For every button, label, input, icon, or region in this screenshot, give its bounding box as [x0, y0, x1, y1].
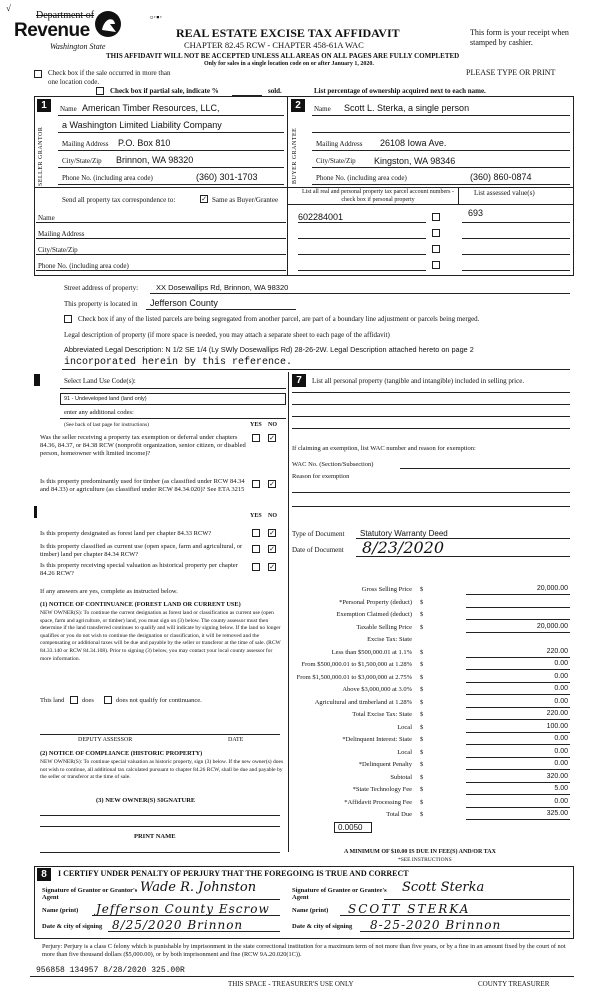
grantee-print-name: SCOTT STERKA: [348, 902, 471, 916]
land-use-code: 91 - Undeveloped land (land only): [64, 396, 147, 402]
grantee-signature: Scott Sterka: [402, 880, 485, 895]
section7-title: List all personal property (tangible and intangible) included in selling price.: [312, 377, 525, 385]
same-as-buyer-checkbox[interactable]: ✓: [201, 195, 207, 203]
q4-no-checkbox[interactable]: ✓: [269, 545, 275, 553]
tax-row-label: *Delinquent Penalty: [358, 761, 412, 768]
does-checkbox[interactable]: [70, 696, 78, 704]
grantor-sig-label: Signature of Grantor or Grantor's Agent: [42, 887, 138, 901]
doc-type: Statutory Warranty Deed: [360, 529, 448, 538]
tax-row-value: 0.00: [554, 660, 568, 667]
tax-row-label: Local: [397, 748, 412, 756]
reason-label: Reason for exemption: [292, 473, 350, 480]
print-note: PLEASE TYPE OR PRINT: [466, 68, 556, 77]
treasurer-space-label: THIS SPACE - TREASURER'S USE ONLY: [228, 980, 354, 988]
middle-divider: [288, 372, 289, 852]
grantee-date-line: [360, 931, 570, 932]
grantee-name-label: Name (print): [292, 907, 329, 914]
corr-phone-label: Phone No. (including area code): [38, 262, 129, 270]
tax-row-value: 0.00: [554, 697, 568, 705]
grantor-sig-line: [130, 899, 280, 900]
buyer-phone-line: [312, 184, 570, 185]
assessed-line-4: [462, 270, 570, 271]
buyer-phone: (360) 860-0874: [470, 172, 532, 182]
seller-city: Brinnon, WA 98320: [116, 155, 194, 165]
street-line: [150, 293, 570, 294]
tax-row-value: 0.00: [554, 672, 568, 680]
does-not-checkbox[interactable]: [104, 696, 112, 704]
seller-section-number: 1: [37, 99, 51, 112]
exemption-question: Was the seller receiving a property tax exemption or deferral under chapters 84.36, 84.37, or 84.38 RCW (nonprofit organization, senior citizen, or disabled person, homeowner with limited income)?: [40, 434, 246, 457]
tax-row-line: [466, 607, 570, 608]
tax-row-label: Agricultural and timberland at 1.28%: [314, 698, 412, 706]
sold-label: sold.: [268, 87, 282, 95]
legal-description-2: incorporated herein by this reference.: [64, 357, 293, 368]
tax-row-label: Gross Selling Price: [361, 586, 412, 593]
section8-number: 8: [37, 868, 51, 881]
forest-marker: [34, 506, 37, 518]
state-label: Washington State: [50, 42, 106, 51]
doc-date-line: [356, 556, 570, 557]
tax-row-label: *State Technology Fee: [352, 786, 412, 793]
tax-row-line: [466, 769, 570, 770]
q1-yes-checkbox[interactable]: [252, 434, 260, 442]
tax-row-value: 0.00: [554, 685, 568, 692]
assessed-value-1: 693: [468, 208, 484, 218]
tax-row-value: 0.00: [554, 797, 568, 805]
county-treasurer-label: COUNTY TREASURER: [478, 980, 550, 988]
additional-codes-label: enter any additional codes:: [64, 409, 134, 416]
seller-name: American Timber Resources, LLC,: [82, 103, 220, 113]
segregated-label: Check box if any of the listed parcels are being segregated from another parcel, are part of a boundary line adjustment or parcels being merged.: [78, 315, 480, 323]
parties-divider: [287, 96, 288, 276]
print-name-line-1: [40, 852, 280, 853]
grantor-name-label: Name (print): [42, 907, 79, 914]
street-label: Street address of property:: [64, 284, 139, 292]
wac-label: WAC No. (Section/Subsection): [292, 461, 374, 468]
buyer-mail-line: [312, 150, 570, 151]
corr-name-label: Name: [38, 214, 55, 222]
new-owner-sig-line-1: [40, 815, 280, 816]
does-not-label: does not qualify for continuance.: [116, 697, 202, 704]
buyer-city-line: [312, 167, 570, 168]
deputy-line: [40, 734, 280, 735]
treasurer-stamp: 956858 134957 8/28/2020 325.00R: [36, 966, 185, 975]
tax-row-value: 0.00: [554, 735, 568, 742]
corr-mail-label: Mailing Address: [38, 230, 85, 238]
tax-row-currency: $: [420, 686, 424, 693]
seller-city-label: City/State/Zip: [62, 157, 102, 165]
q4-yes-checkbox[interactable]: [252, 545, 260, 553]
s7-line-3: [292, 416, 570, 417]
grantor-date-label: Date & city of signing: [42, 923, 103, 930]
tax-row-label: From $1,500,000.01 to $3,000,000 at 2.75%: [296, 673, 412, 681]
grantor-name-line: [92, 915, 280, 916]
tax-row-currency: $: [420, 723, 424, 731]
grantee-sig-line: [384, 899, 570, 900]
logo-word: Revenue: [14, 20, 90, 41]
dept-line: Department of: [36, 10, 95, 21]
personal-property-checkbox-3[interactable]: [432, 245, 440, 253]
tax-row-label: Above $3,000,000 at 3.0%: [342, 686, 412, 693]
tax-row-line: [466, 807, 570, 808]
tax-row-currency: $: [420, 673, 424, 681]
forest-question: Is this property designated as forest land per chapter 84.33 RCW?: [40, 530, 212, 537]
seller-phone-label: Phone No. (including area code): [62, 174, 153, 182]
partial-sale-label: Check box if partial sale, indicate %: [110, 87, 219, 95]
seller-side-label: SELLER GRANTOR: [38, 126, 44, 186]
q2-yes-checkbox[interactable]: [252, 480, 260, 488]
seller-mail-label: Mailing Address: [62, 140, 109, 148]
local-rate: 0.0050: [338, 823, 363, 832]
form-subwarning: Only for sales in a single location code on or after January 1, 2020.: [204, 61, 374, 67]
located-line: [146, 309, 296, 310]
tax-row-currency: $: [420, 661, 424, 668]
tax-row-line: [466, 757, 570, 758]
tax-row-currency: $: [420, 798, 424, 806]
seller-mail-line: [58, 150, 284, 151]
corr-label: Send all property tax correspondence to:: [62, 196, 176, 204]
doc-date: 8/23/2020: [362, 538, 445, 557]
grantor-signature: Wade R. Johnston: [140, 880, 257, 895]
yes-header: YES: [250, 422, 262, 428]
assessed-line-2: [462, 238, 570, 239]
grantor-print-name: Jefferson County Escrow: [96, 902, 270, 916]
continuance-title: (1) NOTICE OF CONTINUANCE (FOREST LAND OR CURRENT USE): [40, 601, 241, 608]
parcel-number-1: 602284001: [298, 212, 344, 222]
seller-phone-line: [58, 184, 284, 185]
tax-row-currency: $: [420, 761, 424, 768]
tax-row-value: 320.00: [546, 772, 568, 780]
current-use-question: Is this property classified as current use (open space, farm and agricultural, or timber) land per chapter 84.34 RCW?: [40, 543, 243, 558]
corr-city-label: City/State/Zip: [38, 246, 78, 254]
tax-row-currency: $: [420, 748, 424, 756]
tax-row-line: [466, 819, 570, 820]
wac-line: [400, 468, 570, 469]
tax-row-line: [466, 744, 570, 745]
personal-property-checkbox-4[interactable]: [432, 261, 440, 269]
tax-row-label: Local: [397, 723, 412, 731]
compliance-body: NEW OWNER(S): To continue special valuation as historic property, sign (3) below. If the new owner(s) does not wish to continue, all additional tax calculated pursuant to chapter 84.26 RCW, shall be due and payable by the seller or transferor at the time of sale.: [40, 759, 284, 781]
segregated-checkbox[interactable]: [64, 315, 72, 323]
seller-name-line: [58, 115, 284, 116]
tax-row-line: [466, 619, 570, 620]
buyer-side-label: BUYER GRANTEE: [292, 127, 298, 185]
doc-type-label: Type of Document: [292, 530, 345, 538]
q3-yes-checkbox[interactable]: [252, 529, 260, 537]
personal-property-checkbox-2[interactable]: [432, 229, 440, 237]
s7-line-2: [292, 404, 570, 405]
tax-row-value: 325.00: [546, 810, 568, 817]
tax-row-label: *Delinquent Interest: State: [342, 736, 412, 743]
reason-line-1: [292, 492, 570, 493]
form-chapter: CHAPTER 82.45 RCW - CHAPTER 458-61A WAC: [184, 40, 364, 50]
tax-row-label: From $500,000.01 to $1,500,000 at 1.28%: [301, 661, 412, 668]
tax-row-currency: $: [420, 586, 424, 593]
tax-row-label: Exemption Claimed (deduct): [336, 611, 412, 618]
tax-row-value: 0.00: [554, 747, 568, 755]
tax-row-value: 220.00: [546, 647, 568, 655]
if-yes-note: If any answers are yes, complete as instructed below.: [40, 588, 178, 595]
legal-line: [62, 369, 570, 370]
no-header: NO: [268, 422, 277, 428]
seller-mail: P.O. Box 810: [118, 138, 171, 148]
tax-row-value: 100.00: [546, 722, 568, 730]
buyer-name: Scott L. Sterka, a single person: [344, 103, 470, 113]
q3-no-checkbox[interactable]: ✓: [269, 529, 275, 537]
located-county: Jefferson County: [150, 298, 218, 308]
seller-name-2: a Washington Limited Liability Company: [62, 120, 222, 130]
buyer-mail: 26108 Iowa Ave.: [380, 138, 447, 148]
seller-city-line: [58, 167, 284, 168]
buyer-section-number: 2: [291, 99, 305, 112]
seller-name2-line: [58, 132, 284, 133]
minimum-note: A MINIMUM OF $10.00 IS DUE IN FEE(S) AND/OR TAX: [344, 849, 496, 855]
tax-row-currency: $: [420, 811, 424, 818]
parcel-line-2: [298, 238, 426, 239]
deputy-date-label: DATE: [228, 737, 244, 743]
tax-row-currency: $: [420, 611, 424, 618]
multi-location-label: Check box if the sale occurred in more than one location code.: [48, 69, 171, 86]
corr-phone-line: [36, 270, 286, 271]
buyer-name-label: Name: [314, 105, 331, 113]
receipt-note: This form is your receipt when stamped by cashier.: [470, 28, 569, 47]
section7-number: 7: [292, 374, 306, 387]
assessed-header: List assessed value(s): [474, 189, 535, 197]
legal-description: Abbreviated Legal Description: N 1/2 SE 1/4 (Ly SWly Dosewallips Rd) 28-26-2W. Legal Description attached hereto on page 2: [64, 345, 474, 354]
revenue-logo-icon: [94, 10, 122, 38]
tax-row-value: 220.00: [546, 710, 568, 717]
perjury-note: Perjury: Perjury is a class C felony which is punishable by imprisonment in the state correctional institution for a maximum term of not more than five years, or by a fine in an amount fixed by the court of not more than five thousand dollars ($5,000.00), or by both imprisonment and fine (RCW 9A.20.020(1C)).: [42, 943, 566, 958]
tax-row-currency: $: [420, 598, 424, 606]
parcel-header-line: [288, 204, 574, 205]
assessed-divider: [458, 187, 459, 204]
this-land-label: This land: [40, 697, 65, 704]
corr-mail-line: [36, 238, 286, 239]
tax-row-label: Total Excise Tax: State: [352, 711, 412, 718]
does-label: does: [82, 697, 94, 704]
tax-row-currency: $: [420, 623, 424, 631]
same-as-buyer-label: Same as Buyer/Grantee: [212, 196, 279, 204]
street-address: XX Dosewallips Rd, Brinnon, WA 98320: [156, 283, 289, 292]
tax-row-line: [466, 732, 570, 733]
buyer-city: Kingston, WA 98346: [374, 156, 456, 166]
exemption-label: If claiming an exemption, list WAC number and reason for exemption:: [292, 445, 476, 452]
tax-row-label: *Personal Property (deduct): [339, 598, 412, 606]
q1-no-checkbox[interactable]: ✓: [269, 434, 275, 442]
tax-row-label: Total Due: [386, 811, 412, 818]
q5-yes-checkbox[interactable]: [252, 563, 260, 571]
buyer-phone-label: Phone No. (including area code): [316, 174, 407, 182]
certify-label: I CERTIFY UNDER PENALTY OF PERJURY THAT THE FOREGOING IS TRUE AND CORRECT: [58, 869, 409, 878]
deputy-label: DEPUTY ASSESSOR: [78, 737, 133, 743]
corr-top-line: [34, 187, 287, 188]
land-use-marker: [34, 374, 40, 386]
tax-row-line: [466, 707, 570, 708]
seller-name-label: Name: [60, 105, 77, 113]
yes-header-2: YES: [250, 513, 262, 519]
tax-row-line: [466, 719, 570, 720]
doc-date-label: Date of Document: [292, 546, 344, 554]
tax-row-value: 5.00: [554, 785, 568, 792]
ownership-note: List percentage of ownership acquired next to each name.: [314, 87, 486, 95]
partial-sale-checkbox[interactable]: [96, 87, 104, 95]
assessed-line-3: [462, 254, 570, 255]
historic-question: Is this property receiving special valuation as historical property per chapter 84.26 RCW?: [40, 562, 238, 577]
compliance-title: (2) NOTICE OF COMPLIANCE (HISTORIC PROPERTY): [40, 750, 203, 757]
buyer-name2-line: [312, 132, 570, 133]
tax-row-currency: $: [420, 773, 424, 781]
grantee-date: 8-25-2020 Brinnon: [370, 918, 502, 932]
parcel-line-3: [298, 254, 426, 255]
parcel-header: List all real and personal property tax parcel account numbers - check box if personal property: [302, 189, 454, 203]
tax-row-label: Less than $500,000.01 at 1.1%: [331, 648, 412, 656]
tax-row-currency: $: [420, 736, 424, 743]
tax-row-value: 20,000.00: [536, 585, 568, 592]
timber-question: Is this property predominantly used for timber (as classified under RCW 84.34 and 84.33) or agriculture (as classified under RCW 84.34.020)? See ETA 3215: [40, 478, 245, 493]
tax-row-label: Excise Tax: State: [367, 636, 412, 643]
tax-row-currency: $: [420, 698, 424, 706]
form-title: REAL ESTATE EXCISE TAX AFFIDAVIT: [176, 26, 400, 40]
tax-row-currency: $: [420, 648, 424, 656]
tax-row-line: [466, 669, 570, 670]
corner-mark: √: [6, 3, 11, 13]
tax-row-line: [466, 782, 570, 783]
land-use-top-line: [60, 388, 286, 389]
tax-row-currency: $: [420, 711, 424, 718]
buyer-city-label: City/State/Zip: [316, 157, 356, 165]
grantor-date: 8/25/2020 Brinnon: [112, 918, 244, 932]
print-name-label: PRINT NAME: [134, 833, 176, 840]
tax-row-label: Subtotal: [390, 773, 412, 781]
grantee-sig-label: Signature of Grantee or Grantee's Agent: [292, 887, 387, 901]
tax-row-label: *Affidavit Processing Fee: [344, 798, 412, 806]
reason-line-2: [292, 506, 570, 507]
grantor-date-line: [108, 931, 280, 932]
corr-name-line: [36, 222, 286, 223]
personal-property-checkbox-1[interactable]: [432, 213, 440, 221]
tax-row-line: [466, 794, 570, 795]
parcel-line-4: [298, 270, 426, 271]
tax-row-line: [466, 682, 570, 683]
multi-location-checkbox[interactable]: [34, 70, 42, 78]
assessed-line-1: [462, 222, 570, 223]
buyer-name-line: [312, 115, 570, 116]
q2-no-checkbox[interactable]: ✓: [269, 480, 275, 488]
grantee-date-label: Date & city of signing: [292, 923, 353, 930]
tax-row-label: Taxable Selling Price: [356, 623, 412, 631]
new-owner-sig-line-2: [40, 826, 280, 827]
seller-phone: (360) 301-1703: [196, 172, 258, 182]
s7-line-1: [292, 392, 570, 393]
continuance-body: NEW OWNER(S): To continue the current designation as forest land or classification as current use (open space, farm and agriculture, or timber) land, you must sign on (3) below. The county assessor must then determine if the land transferred continues to qualify and will indicate by signing below. If the land no longer qualifies or you do not wish to continue the designation or classification, it will be removed and the compensating or additional taxes will be due and payable by the seller or transferor at the time of sale. (RCW 84.33.140 or RCW 84.34.108). Prior to signing (3) below, you may contact your local county assessor for more information.: [40, 610, 281, 662]
new-owner-sig-label: (3) NEW OWNER(S) SIGNATURE: [96, 797, 196, 804]
footer-divider: [30, 976, 574, 977]
form-warning: THIS AFFIDAVIT WILL NOT BE ACCEPTED UNLESS ALL AREAS ON ALL PAGES ARE FULLY COMPLETED: [106, 52, 460, 60]
legal-label: Legal description of property (if more space is needed, you may attach a separate sheet to each page of the affidavit): [64, 331, 390, 339]
parcel-line-1: [298, 222, 426, 223]
land-use-select-label: Select Land Use Code(s):: [64, 377, 136, 385]
s7-line-4: [292, 428, 570, 429]
located-label: This property is located in: [64, 300, 138, 308]
grantee-name-line: [340, 915, 570, 916]
no-header-2: NO: [268, 513, 277, 519]
tax-row-line: [466, 594, 570, 595]
corr-city-line: [36, 254, 286, 255]
see-back-label: (See back of last page for instructions): [64, 422, 149, 428]
tax-row-value: 20,000.00: [536, 622, 568, 630]
decorative-mark: ▫·▪·: [150, 12, 163, 22]
buyer-mail-label: Mailing Address: [316, 140, 363, 148]
tax-row-currency: $: [420, 786, 424, 793]
tax-row-line: [466, 632, 570, 633]
tax-row-value: 0.00: [554, 760, 568, 767]
see-instructions-note: *SEE INSTRUCTIONS: [398, 857, 452, 863]
additional-codes-line: [60, 418, 286, 419]
q5-no-checkbox[interactable]: ✓: [269, 563, 275, 571]
tax-row-line: [466, 657, 570, 658]
tax-row-line: [466, 694, 570, 695]
